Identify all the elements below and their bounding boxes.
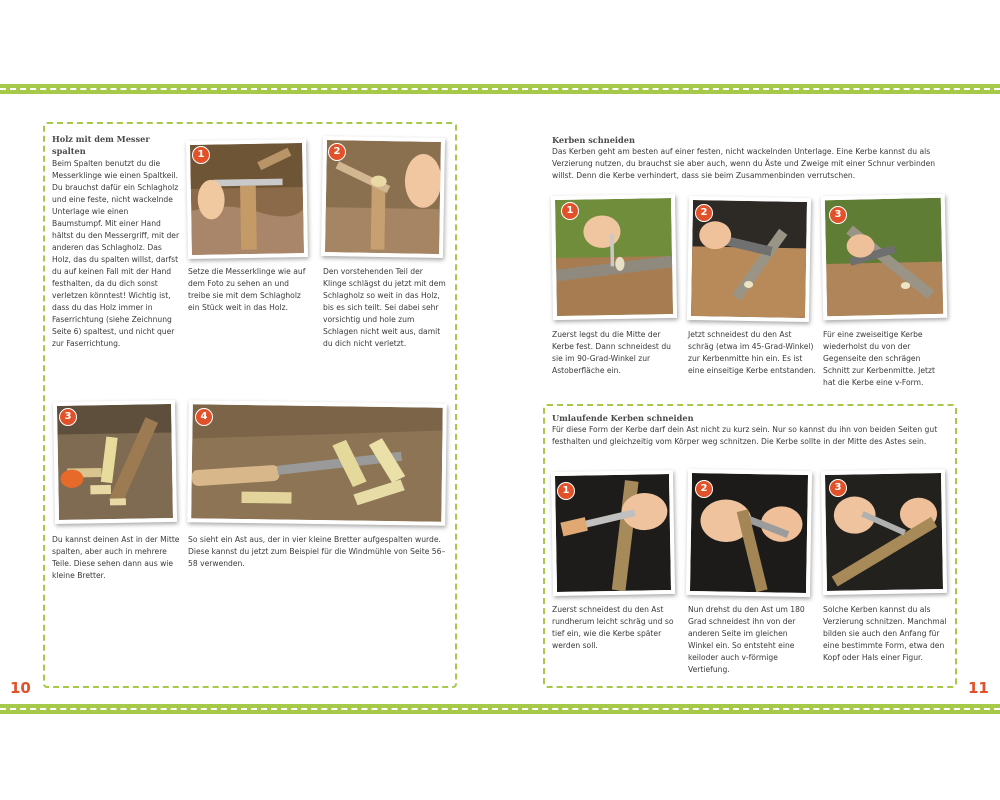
top-band (0, 84, 1000, 94)
kerben-section-title: Kerben schneiden (552, 135, 635, 145)
bottom-band (0, 704, 1000, 714)
step-badge-1: 1 (192, 146, 210, 164)
page-number-right: 11 (968, 679, 989, 697)
umlaufende-badge-2: 2 (695, 480, 713, 498)
page-number-left: 10 (10, 679, 31, 697)
step-caption-2: Den vorstehenden Teil der Klinge schlägst du jetzt mit dem Schlagholz so weit in das Holz, bis es sich teilt. Sei dabei sehr vorsichtig und hole zum Schlagen nicht weit aus, damit du dich nicht verletzt. (323, 267, 446, 348)
step-caption-1: Setze die Messerklinge wie auf dem Foto zu sehen an und treibe sie mit dem Schlagholz ein Stück weit in das Holz. (188, 267, 306, 312)
umlaufende-caption-2: Nun drehst du den Ast um 180 Grad schneidest ihn von der anderen Seite im gleichen Winkel ein. So entsteht eine keiloder auch v-förmige Vertiefung. (688, 605, 805, 674)
step-caption-4: So sieht ein Ast aus, der in vier kleine Bretter aufgespalten wurde. Diese kannst du jetzt zum Beispiel für die Windmühle von Seite 56–58 verwenden. (188, 535, 446, 568)
kerben-caption-3: Für eine zweiseitige Kerbe wiederholst du von der Gegenseite den schrägen Schnitt zur Kerbenmitte. Jetzt hat die Kerbe eine v-Form. (823, 330, 935, 387)
kerben-badge-3: 3 (829, 206, 847, 224)
step-photo-4 (187, 400, 447, 526)
kerben-caption-1: Zuerst legst du die Mitte der Kerbe fest. Dann schneidest du sie im 90-Grad-Winkel zur Astoberfläche ein. (552, 330, 671, 375)
kerben-badge-2: 2 (695, 204, 713, 222)
step-badge-3: 3 (59, 408, 77, 426)
step-badge-2: 2 (328, 143, 346, 161)
umlaufende-badge-1: 1 (557, 482, 575, 500)
umlaufende-caption-1: Zuerst schneidest du den Ast rundherum leicht schräg und so tief ein, wie die Kerbe später werden soll. (552, 605, 674, 650)
kerben-badge-1: 1 (561, 202, 579, 220)
umlaufende-intro-text: Für diese Form der Kerbe darf dein Ast nicht zu kurz sein. Nur so kannst du ihn von beiden Seiten gut festhalten und gleichzeitig vom Körper weg schnitzen. Die Kerbe sollte in der Mitte des Astes sein. (552, 425, 938, 446)
umlaufende-badge-3: 3 (829, 479, 847, 497)
left-section-title: Holz mit dem Messer spalten (52, 134, 150, 156)
umlaufende-section-title: Umlaufende Kerben schneiden (552, 413, 694, 423)
kerben-caption-2: Jetzt schneidest du den Ast schräg (etwa im 45-Grad-Winkel) zur Kerbenmitte hin ein. Es ist eine einseitige Kerbe entstanden. (688, 330, 816, 375)
left-intro-text: Beim Spalten benutzt du die Messerklinge wie einen Spaltkeil. Du brauchst dafür ein Schlagholz und eine feste, nicht wackelnde Unterlage wie einen Baumstumpf. Mit einer Hand hältst du den Messergriff, mit der anderen das Schlagholz. Das Holz, das du spalten willst, darfst du auf keinen Fall mit der Hand festhalten, da du dich sonst verletzen könntest! Wichtig ist, dass du das Holz immer in Faserrichtung (siehe Zeichnung Seite 6) spaltest, und nicht quer zur Faserrichtung. (52, 159, 180, 348)
step-caption-3: Du kannst deinen Ast in der Mitte spalten, aber auch in mehrere Teile. Diese sehen dann aus wie kleine Bretter. (52, 535, 180, 580)
kerben-intro-text: Das Kerben geht am besten auf einer festen, nicht wackelnden Unterlage. Eine Kerbe kannst du als Verzierung nutzen, du brauchst sie aber auch, wenn du Äste und Zweige mit einer Schnur verbinden willst. Denn die Kerbe verhindert, dass sie beim Zusammenbinden verrutschen. (552, 147, 936, 180)
step-badge-4: 4 (195, 408, 213, 426)
umlaufende-caption-3: Solche Kerben kannst du als Verzierung schnitzen. Manchmal bilden sie auch den Anfang für eine bestimmte Form, etwa den Kopf oder Hals einer Figur. (823, 605, 947, 662)
